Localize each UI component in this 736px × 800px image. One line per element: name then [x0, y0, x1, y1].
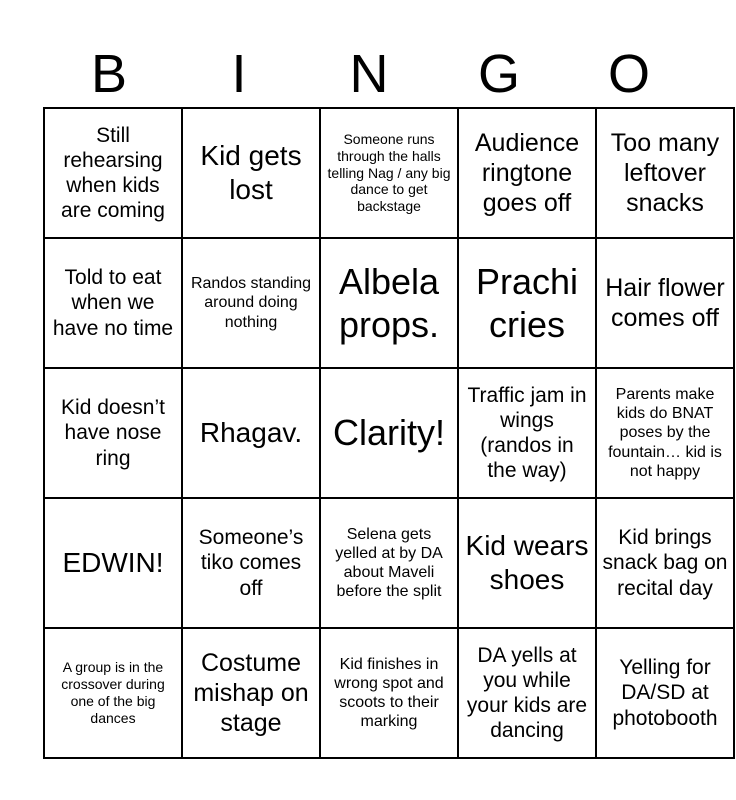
header-letter-n: N: [349, 44, 389, 104]
header-letter-g: G: [477, 44, 520, 104]
board-row: [44, 628, 734, 758]
bingo-header: [44, 40, 694, 108]
board-row: [44, 498, 734, 628]
bingo-cell[interactable]: Someone’s tiko comes off: [182, 498, 320, 628]
bingo-cell[interactable]: Clarity!: [320, 368, 458, 498]
board-row: [44, 108, 734, 238]
bingo-cell[interactable]: Someone runs through the halls telling Nag / any big dance to get backstage: [320, 108, 458, 238]
bingo-cell[interactable]: Kid brings snack bag on recital day: [596, 498, 734, 628]
bingo-cell[interactable]: DA yells at you while your kids are dancing: [458, 628, 596, 758]
bingo-cell[interactable]: EDWIN!: [44, 498, 182, 628]
bingo-cell[interactable]: Rhagav.: [182, 368, 320, 498]
bingo-cell[interactable]: Hair flower comes off: [596, 238, 734, 368]
header-letter-i: I: [231, 44, 247, 104]
bingo-cell[interactable]: Parents make kids do BNAT poses by the fountain… kid is not happy: [596, 368, 734, 498]
bingo-cell[interactable]: Kid doesn’t have nose ring: [44, 368, 182, 498]
bingo-cell[interactable]: A group is in the crossover during one of the big dances: [44, 628, 182, 758]
bingo-cell[interactable]: Costume mishap on stage: [182, 628, 320, 758]
bingo-board: [43, 107, 735, 759]
bingo-cell[interactable]: Albela props.: [320, 238, 458, 368]
bingo-cell[interactable]: Yelling for DA/SD at photobooth: [596, 628, 734, 758]
bingo-cell[interactable]: Told to eat when we have no time: [44, 238, 182, 368]
header-letter-b: B: [90, 44, 128, 104]
bingo-cell[interactable]: Kid finishes in wrong spot and scoots to their marking: [320, 628, 458, 758]
header-letter-o: O: [607, 44, 650, 104]
bingo-cell[interactable]: Prachi cries: [458, 238, 596, 368]
bingo-cell[interactable]: Too many leftover snacks: [596, 108, 734, 238]
bingo-cell[interactable]: Kid wears shoes: [458, 498, 596, 628]
board-row: [44, 238, 734, 368]
bingo-cell[interactable]: Traffic jam in wings (randos in the way): [458, 368, 596, 498]
board-row: [44, 368, 734, 498]
bingo-cell[interactable]: Kid gets lost: [182, 108, 320, 238]
bingo-cell[interactable]: Still rehearsing when kids are coming: [44, 108, 182, 238]
bingo-cell[interactable]: Randos standing around doing nothing: [182, 238, 320, 368]
bingo-cell[interactable]: Audience ringtone goes off: [458, 108, 596, 238]
bingo-cell[interactable]: Selena gets yelled at by DA about Maveli before the split: [320, 498, 458, 628]
